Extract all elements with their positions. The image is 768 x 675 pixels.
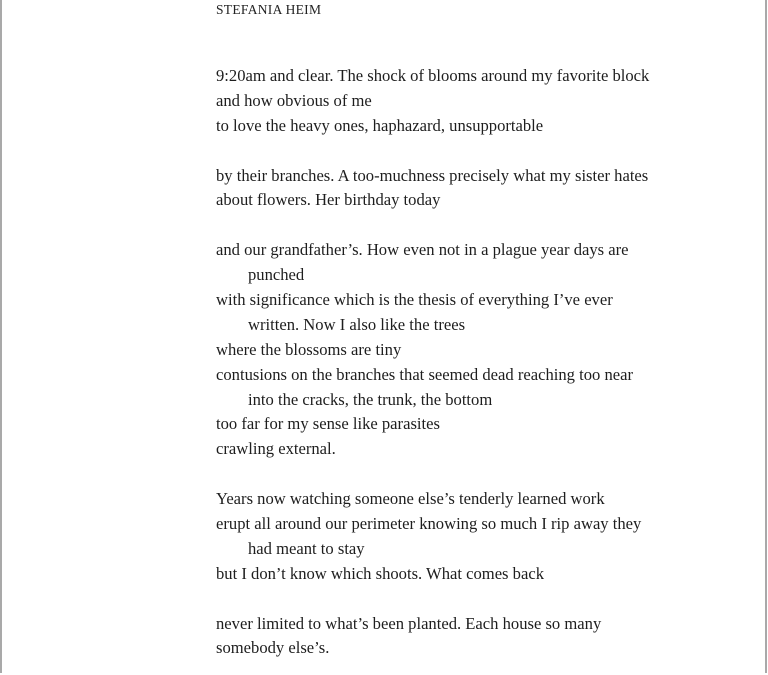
poem-line: too far for my sense like parasites	[216, 414, 440, 434]
poem-line-continuation: into the cracks, the trunk, the bottom	[248, 389, 493, 409]
poem-line: contusions on the branches that seemed dead reaching too near	[216, 364, 633, 384]
stanza-break	[216, 139, 736, 164]
poem-line: but I don’t know which shoots. What comes back	[216, 563, 544, 583]
poem-line: somebody else’s.	[216, 638, 330, 658]
stanza	[216, 612, 736, 662]
poem-line-continuation: had meant to stay	[248, 538, 365, 558]
poem-line: crawling external.	[216, 439, 336, 459]
poem-body	[216, 64, 736, 661]
poem-line: about flowers. Her birthday today	[216, 190, 441, 210]
poem-line: and our grandfather’s. How even not in a plague year days are	[216, 240, 629, 260]
stanza	[216, 164, 736, 214]
poem-line: where the blossoms are tiny	[216, 339, 402, 359]
running-header-author: STEFANIA HEIM	[216, 2, 322, 17]
poem-line: 9:20am and clear. The shock of blooms around my favorite block	[216, 66, 650, 85]
stanza-break	[216, 462, 736, 487]
page-border-right	[765, 0, 767, 673]
poem-line: to love the heavy ones, haphazard, unsupportable	[216, 115, 544, 135]
poem-line: and how obvious of me	[216, 90, 372, 110]
poem-line: Years now watching someone else’s tenderly learned work	[216, 489, 605, 509]
page-border-left	[0, 0, 2, 673]
poem-line-continuation: written. Now I also like the trees	[248, 314, 466, 334]
stanza	[216, 64, 736, 139]
stanza	[216, 487, 736, 587]
poem-line: erupt all around our perimeter knowing so much I rip away they	[216, 514, 642, 534]
stanza-break	[216, 587, 736, 612]
poem-line-continuation: punched	[248, 265, 305, 285]
poem-line: by their branches. A too-muchness precisely what my sister hates	[216, 165, 649, 185]
stanza	[216, 238, 736, 462]
poem-line: with significance which is the thesis of everything I’ve ever	[216, 290, 613, 310]
poem-line: never limited to what’s been planted. Each house so many	[216, 613, 602, 633]
stanza-break	[216, 213, 736, 238]
